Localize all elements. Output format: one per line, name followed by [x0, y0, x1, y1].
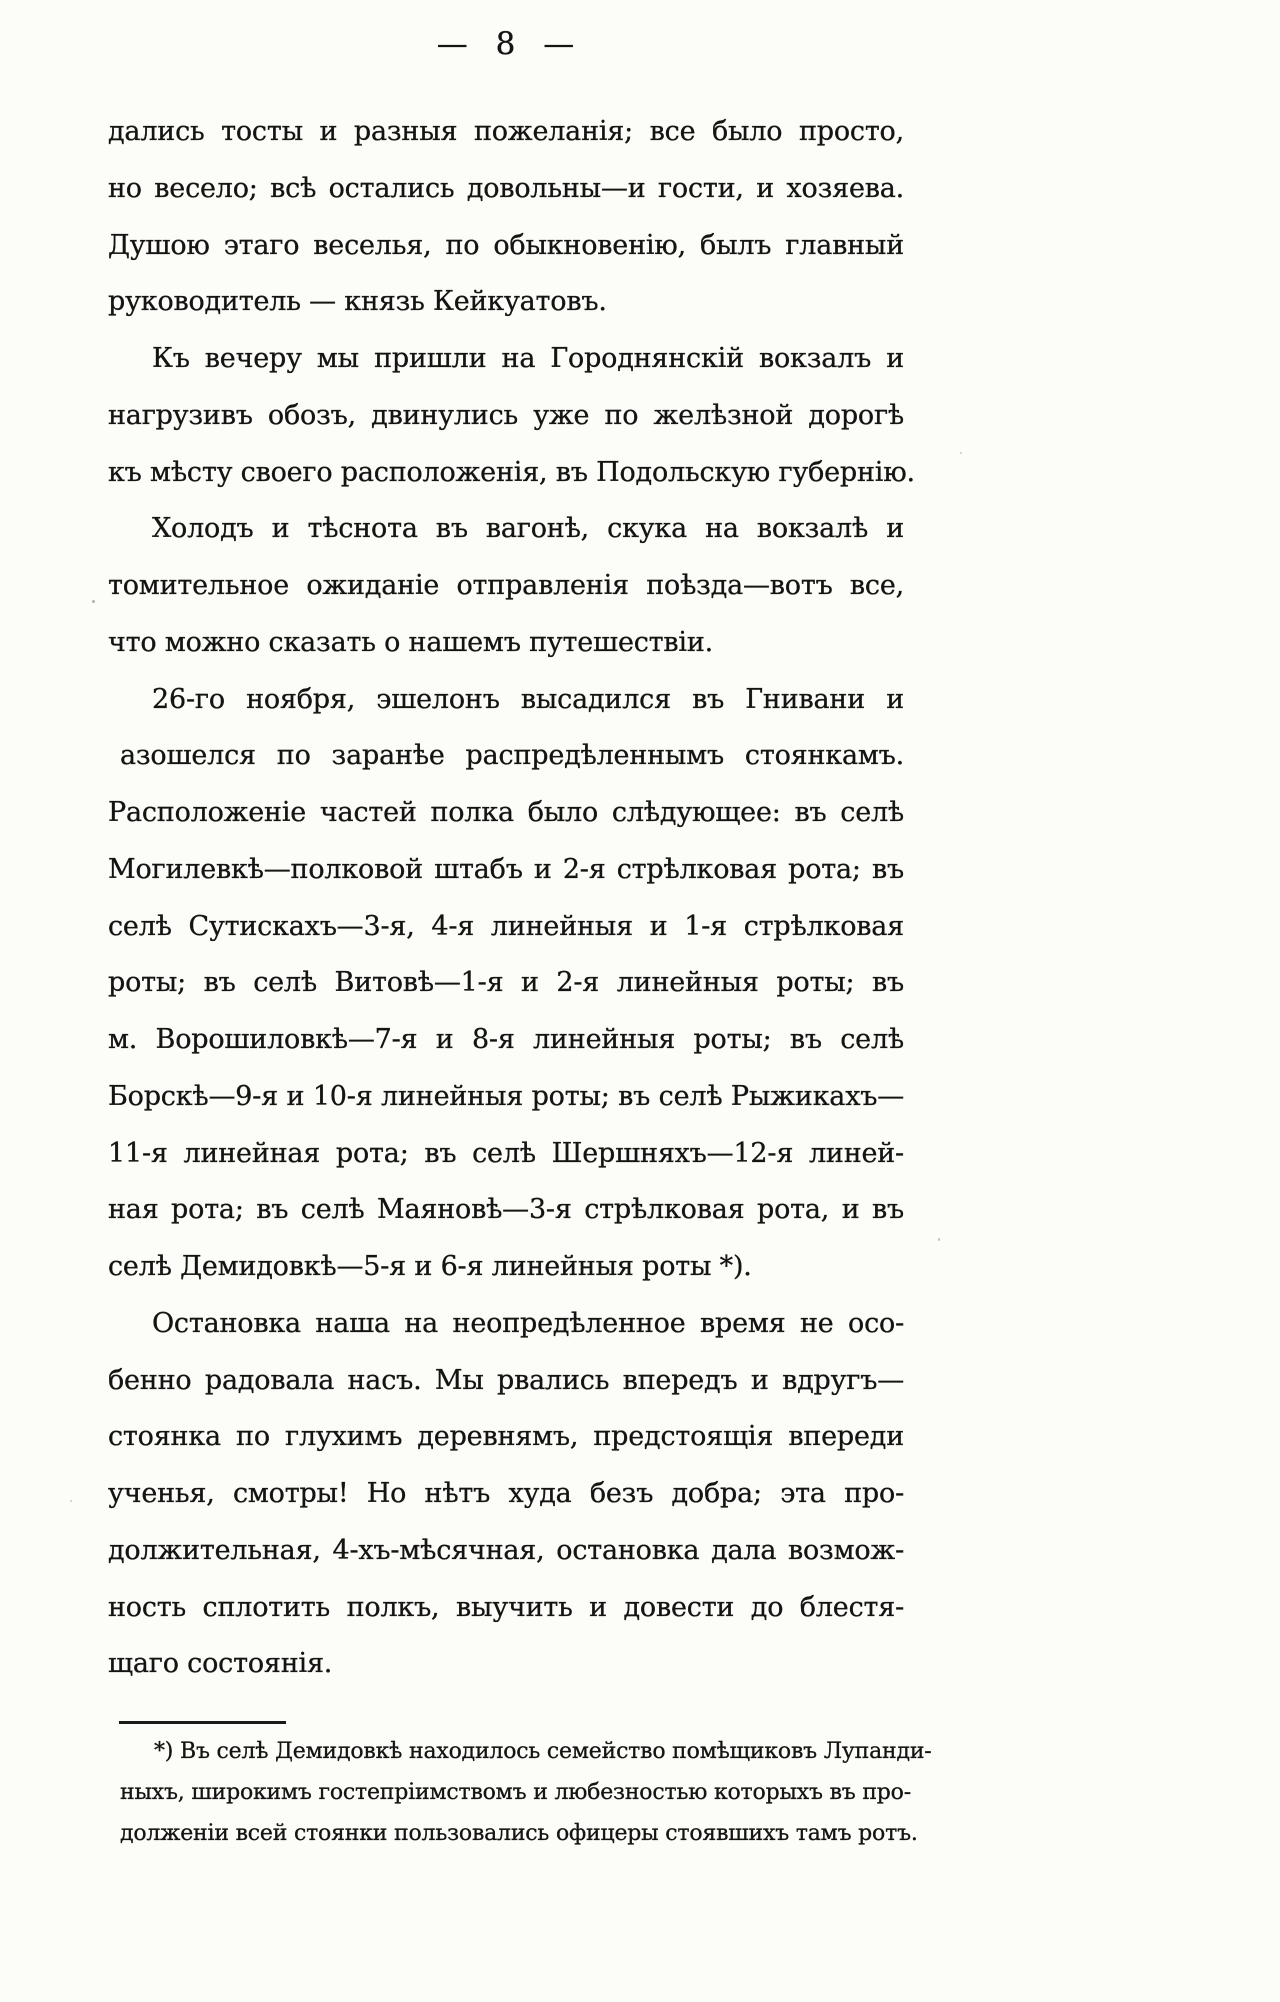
text-line: Расположеніе частей полка было слѣдующее: въ селѣ	[108, 797, 904, 828]
text-line: Къ вечеру мы пришли на Городнянскій вокзалъ и	[152, 343, 904, 374]
text-line: долженіи всей стоянки пользовались офицеры стоявшихъ тамъ ротъ.	[120, 1821, 918, 1846]
text-line: роты; въ селѣ Витовѣ—1-я и 2-я линейныя роты; въ	[108, 967, 904, 999]
text-line: Холодъ и тѣснота въ вагонѣ, скука на вокзалѣ и	[152, 513, 904, 545]
text-line: что можно сказать о нашемъ путешествіи.	[108, 626, 714, 658]
text-line: 11-я линейная рота; въ селѣ Шершняхъ—12-я линей-	[108, 1137, 904, 1169]
text-line: 26-го ноября, эшелонъ высадился въ Гнивани и	[152, 683, 904, 715]
text-line: стоянка по глухимъ деревнямъ, предстоящія впереди	[108, 1421, 904, 1453]
page-number-header: — 8 —	[436, 26, 576, 62]
text-line: дались тосты и разныя пожеланія; все было просто,	[108, 116, 904, 147]
body-text-block	[108, 104, 915, 1693]
scan-speck	[70, 1500, 72, 1502]
text-line: бенно радовала насъ. Мы рвались впередъ и вдругъ—	[108, 1364, 904, 1396]
paragraph-2	[108, 331, 915, 501]
footnote-block	[120, 1731, 932, 1854]
text-line: ность сплотить полкъ, выучить и довести до блестя-	[108, 1591, 904, 1623]
text-line: но весело; всѣ остались довольны—и гости, и хозяева.	[108, 172, 904, 204]
text-line: ученья, смотры! Но нѣтъ худа безъ добра; эта про-	[108, 1478, 904, 1509]
paragraph-4	[108, 672, 904, 1296]
text-line: азошелся по заранѣе распредѣленнымъ стоянкамъ.	[120, 740, 904, 772]
text-line: Остановка наша на неопредѣленное время не осо-	[152, 1307, 904, 1339]
footnote-divider-rule	[119, 1721, 286, 1724]
paragraph-3	[108, 501, 904, 671]
text-line: *) Въ селѣ Демидовкѣ находилось семейство помѣщиковъ Лупанди-	[154, 1739, 932, 1764]
text-line: Душою этаго веселья, по обыкновенію, былъ главный	[108, 229, 904, 261]
text-line: руководитель — князь Кейкуатовъ.	[108, 286, 607, 318]
text-line: селѣ Демидовкѣ—5-я и 6-я линейныя роты *).	[108, 1251, 752, 1282]
scan-speck	[960, 452, 962, 454]
text-line: нагрузивъ обозъ, двинулись уже по желѣзной дорогѣ	[108, 399, 904, 431]
text-line: ныхъ, широкимъ гостепріимствомъ и любезностью которыхъ въ про-	[120, 1780, 911, 1805]
text-line: ная рота; въ селѣ Маяновѣ—3-я стрѣлковая рота, и въ	[108, 1194, 904, 1226]
text-line: м. Ворошиловкѣ—7-я и 8-я линейныя роты; въ селѣ	[108, 1024, 904, 1055]
text-line: селѣ Сутискахъ—3-я, 4-я линейныя и 1-я стрѣлковая	[108, 910, 904, 942]
text-line: томительное ожиданіе отправленія поѣзда—вотъ все,	[108, 570, 904, 601]
paragraph-5	[108, 1296, 904, 1693]
scan-speck	[938, 1238, 940, 1241]
text-line: Борскѣ—9-я и 10-я линейныя роты; въ селѣ Рыжикахъ—	[108, 1080, 904, 1112]
text-line: къ мѣсту своего расположенія, въ Подольскую губернію.	[108, 456, 915, 488]
scan-speck	[92, 600, 95, 603]
text-line: должительная, 4-хъ-мѣсячная, остановка дала возмож-	[108, 1534, 904, 1566]
paragraph-1	[108, 104, 904, 331]
text-line: Могилевкѣ—полковой штабъ и 2-я стрѣлковая рота; въ	[108, 853, 904, 885]
text-line: щаго состоянія.	[108, 1648, 333, 1680]
